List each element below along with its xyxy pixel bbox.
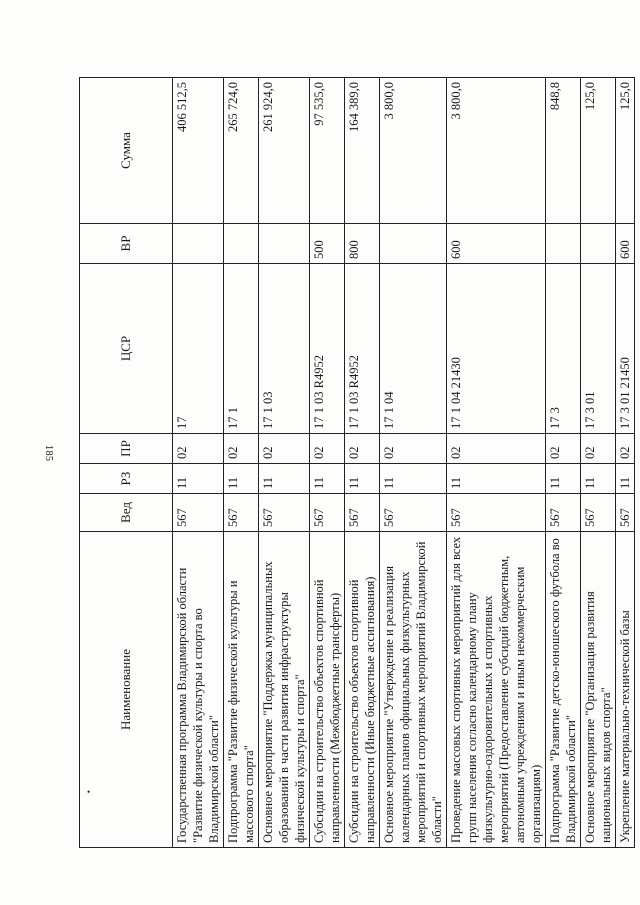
cell-vr: 800: [345, 224, 380, 264]
header-csr: ЦСР: [80, 264, 173, 434]
cell-pr: 02: [310, 434, 345, 464]
table-row: [581, 78, 616, 848]
table-row: [345, 78, 380, 848]
cell-csr: 17 1 03: [259, 264, 310, 434]
cell-vr: [546, 224, 581, 264]
cell-sum: 848,8: [546, 78, 581, 224]
table-row: [224, 78, 259, 848]
cell-pr: 02: [447, 434, 546, 464]
cell-vr: [380, 224, 447, 264]
table-header-row: [80, 78, 173, 848]
cell-vr: [581, 224, 616, 264]
cell-name: Субсидии на строительство объектов спортивной направленности (Межбюджетные трансферты): [310, 532, 345, 848]
cell-csr: 17 3: [546, 264, 581, 434]
cell-vr: [259, 224, 310, 264]
cell-csr: 17 1 03 R4952: [310, 264, 345, 434]
cell-name: Субсидии на строительство объектов спортивной направленности (Иные бюджетные ассигнования): [345, 532, 380, 848]
cell-pr: 02: [616, 434, 635, 464]
cell-rz: 11: [224, 464, 259, 494]
cell-csr: 17: [173, 264, 224, 434]
cell-vr: [224, 224, 259, 264]
cell-vr: 600: [447, 224, 546, 264]
cell-csr: 17 3 01 21450: [616, 264, 635, 434]
cell-vr: 600: [616, 224, 635, 264]
cell-sum: 164 389,0: [345, 78, 380, 224]
cell-rz: 11: [310, 464, 345, 494]
cell-ved: 567: [224, 494, 259, 532]
cell-ved: 567: [546, 494, 581, 532]
cell-ved: 567: [616, 494, 635, 532]
cell-pr: 02: [173, 434, 224, 464]
cell-rz: 11: [546, 464, 581, 494]
cell-pr: 02: [345, 434, 380, 464]
cell-pr: 02: [581, 434, 616, 464]
cell-pr: 02: [546, 434, 581, 464]
table-row: [173, 78, 224, 848]
cell-sum: 265 724,0: [224, 78, 259, 224]
cell-sum: 406 512,5: [173, 78, 224, 224]
cell-vr: [173, 224, 224, 264]
cell-ved: 567: [310, 494, 345, 532]
cell-rz: 11: [173, 464, 224, 494]
corner-mark: •: [87, 787, 91, 797]
cell-ved: 567: [259, 494, 310, 532]
cell-rz: 11: [447, 464, 546, 494]
table-row: [310, 78, 345, 848]
header-sum: Сумма: [80, 78, 173, 224]
cell-name: Подпрограмма "Развитие детско-юношеского футбола во Владимирской области": [546, 532, 581, 848]
cell-name: Проведение массовых спортивных мероприятий для всех групп населения согласно календарному плану физкультурно-оздоровительных и спортивных мероприятий (Предоставление субсидий бюджетным, автономным учреждениям и иным некоммерческим организациям): [447, 532, 546, 848]
table-row: [447, 78, 546, 848]
cell-rz: 11: [259, 464, 310, 494]
header-ved: Вед: [80, 494, 173, 532]
cell-sum: 3 800,0: [380, 78, 447, 224]
cell-name: Основное мероприятие "Утверждение и реализация календарных планов официальных физкультурных мероприятий и спортивных мероприятий Владимирской области": [380, 532, 447, 848]
cell-sum: 3 800,0: [447, 78, 546, 224]
cell-name: Основное мероприятие "Поддержка муниципальных образований в части развития инфраструктуры физической культуры и спорта": [259, 532, 310, 848]
table-row: [259, 78, 310, 848]
header-name: Наименование: [80, 532, 173, 848]
table-row: [380, 78, 447, 848]
cell-ved: 567: [173, 494, 224, 532]
header-rz: РЗ: [80, 464, 173, 494]
cell-csr: 17 1 04 21430: [447, 264, 546, 434]
cell-sum: 97 535,0: [310, 78, 345, 224]
cell-pr: 02: [224, 434, 259, 464]
cell-csr: 17 3 01: [581, 264, 616, 434]
cell-ved: 567: [345, 494, 380, 532]
cell-name: Государственная программа Владимирской области "Развитие физической культуры и спорта во Владимирской области": [173, 532, 224, 848]
cell-ved: 567: [380, 494, 447, 532]
page-number: 185: [43, 445, 54, 462]
header-vr: ВР: [80, 224, 173, 264]
header-pr: ПР: [80, 434, 173, 464]
cell-rz: 11: [581, 464, 616, 494]
table-row: [546, 78, 581, 848]
cell-sum: 125,0: [616, 78, 635, 224]
cell-name: Основное мероприятие "Организация развития национальных видов спорта": [581, 532, 616, 848]
cell-name: Подпрограмма "Развитие физической культуры и массового спорта": [224, 532, 259, 848]
cell-rz: 11: [616, 464, 635, 494]
cell-sum: 261 924,0: [259, 78, 310, 224]
budget-table-rotated: [79, 78, 632, 848]
cell-rz: 11: [380, 464, 447, 494]
cell-sum: 125,0: [581, 78, 616, 224]
cell-rz: 11: [345, 464, 380, 494]
cell-pr: 02: [259, 434, 310, 464]
cell-csr: 17 1 03 R4952: [345, 264, 380, 434]
cell-ved: 567: [447, 494, 546, 532]
cell-name: Укрепление материально-технической базы: [616, 532, 635, 848]
cell-ved: 567: [581, 494, 616, 532]
cell-vr: 500: [310, 224, 345, 264]
table-row: [616, 78, 635, 848]
cell-csr: 17 1: [224, 264, 259, 434]
cell-csr: 17 1 04: [380, 264, 447, 434]
cell-pr: 02: [380, 434, 447, 464]
budget-table: [79, 77, 635, 848]
